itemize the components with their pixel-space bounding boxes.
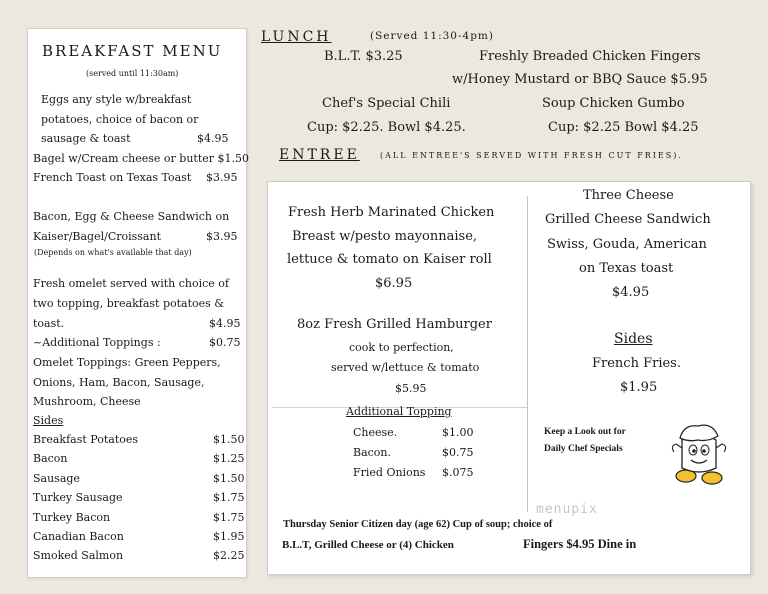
- topping-name: Cheese.: [353, 426, 398, 439]
- omelet-toppings-3: Mushroom, Cheese: [33, 395, 141, 408]
- topping-price: $.075: [442, 466, 474, 479]
- side-name: Smoked Salmon: [33, 549, 124, 562]
- entree-sides-heading: Sides: [614, 331, 653, 347]
- chef-mascot-icon: [664, 418, 734, 488]
- entree-note: (ALL ENTREE'S SERVED WITH FRESH CUT FRIES).: [380, 151, 683, 160]
- chili-item: Chef's Special Chili: [322, 96, 451, 111]
- cheese-types: Swiss, Gouda, American: [547, 237, 707, 252]
- side-name: Canadian Bacon: [33, 530, 124, 543]
- gumbo-item: Soup Chicken Gumbo: [542, 96, 685, 111]
- additional-topping-heading: Additional Topping: [346, 405, 452, 418]
- topping-name: Bacon.: [353, 446, 392, 459]
- burger-price: $5.95: [395, 382, 427, 395]
- sandwich-price: $3.95: [206, 230, 238, 243]
- omelet-toppings-1: Omelet Toppings: Green Peppers,: [33, 356, 221, 369]
- eggs-desc-1: Eggs any style w/breakfast: [41, 93, 192, 106]
- topping-price: $0.75: [442, 446, 474, 459]
- herb-chicken-desc-1: Fresh Herb Marinated Chicken: [288, 205, 495, 220]
- burger-desc-3: served w/lettuce & tomato: [331, 361, 480, 374]
- side-name: Bacon: [33, 452, 68, 465]
- cheese-bread: on Texas toast: [579, 261, 674, 276]
- senior-special-line-2b: Fingers $4.95 Dine in: [523, 537, 637, 551]
- entree-heading: ENTREE: [279, 147, 360, 163]
- sandwich-note: (Depends on what's available that day): [34, 248, 192, 257]
- fries-price: $1.95: [620, 380, 658, 395]
- watermark: menupix: [536, 502, 598, 517]
- three-cheese-title: Three Cheese: [583, 188, 674, 203]
- gumbo-prices: Cup: $2.25 Bowl $4.25: [548, 120, 699, 135]
- eggs-desc-2: potatoes, choice of bacon or: [41, 113, 199, 126]
- burger-desc-1: 8oz Fresh Grilled Hamburger: [297, 317, 492, 332]
- omelet-price: $4.95: [209, 317, 241, 330]
- grilled-cheese-price: $4.95: [612, 285, 650, 300]
- french-toast-item: French Toast on Texas Toast: [33, 171, 192, 184]
- specials-line-2: Daily Chef Specials: [544, 444, 623, 454]
- side-price: $2.25: [213, 549, 245, 562]
- blt-item: B.L.T. $3.25: [324, 49, 403, 64]
- additional-toppings-label: ~Additional Toppings :: [33, 336, 161, 349]
- senior-special-line-2a: B.L.T, Grilled Cheese or (4) Chicken: [282, 539, 454, 551]
- topping-price: $1.00: [442, 426, 474, 439]
- herb-chicken-price: $6.95: [375, 276, 413, 291]
- side-price: $1.95: [213, 530, 245, 543]
- chicken-fingers-item: Freshly Breaded Chicken Fingers: [479, 49, 701, 64]
- bagel-item: Bagel w/Cream cheese or butter $1.50: [33, 152, 250, 165]
- eggs-desc-3: sausage & toast: [41, 132, 131, 145]
- side-name: Turkey Bacon: [33, 511, 111, 524]
- side-price: $1.25: [213, 452, 245, 465]
- fries-item: French Fries.: [592, 356, 681, 371]
- omelet-desc-3: toast.: [33, 317, 65, 330]
- sandwich-desc-1: Bacon, Egg & Cheese Sandwich on: [33, 210, 230, 223]
- omelet-desc-2: two topping, breakfast potatoes &: [33, 297, 225, 310]
- herb-chicken-desc-3: lettuce & tomato on Kaiser roll: [287, 252, 492, 267]
- side-price: $1.75: [213, 491, 245, 504]
- entree-divider: [527, 196, 528, 512]
- side-price: $1.50: [213, 433, 245, 446]
- side-name: Sausage: [33, 472, 80, 485]
- eggs-price: $4.95: [197, 132, 229, 145]
- side-name: Turkey Sausage: [33, 491, 123, 504]
- breakfast-served-note: (served until 11:30am): [86, 69, 179, 78]
- breakfast-title: BREAKFAST MENU: [42, 42, 223, 60]
- herb-chicken-desc-2: Breast w/pesto mayonnaise,: [292, 229, 478, 244]
- omelet-toppings-2: Onions, Ham, Bacon, Sausage,: [33, 376, 205, 389]
- side-price: $1.50: [213, 472, 245, 485]
- chili-prices: Cup: $2.25. Bowl $4.25.: [307, 120, 466, 135]
- chicken-fingers-sauce: w/Honey Mustard or BBQ Sauce $5.95: [452, 72, 708, 87]
- topping-name: Fried Onions: [353, 466, 426, 479]
- lunch-served-note: (Served 11:30-4pm): [370, 30, 494, 42]
- breakfast-sides-heading: Sides: [33, 414, 64, 427]
- grilled-cheese-name: Grilled Cheese Sandwich: [545, 212, 711, 227]
- additional-toppings-price: $0.75: [209, 336, 241, 349]
- omelet-desc-1: Fresh omelet served with choice of: [33, 277, 229, 290]
- sandwich-desc-2: Kaiser/Bagel/Croissant: [33, 230, 161, 243]
- burger-desc-2: cook to perfection,: [349, 341, 454, 354]
- side-price: $1.75: [213, 511, 245, 524]
- senior-special-line-1: Thursday Senior Citizen day (age 62) Cup of soup; choice of: [283, 519, 553, 530]
- side-name: Breakfast Potatoes: [33, 433, 139, 446]
- specials-line-1: Keep a Look out for: [544, 427, 626, 437]
- french-toast-price: $3.95: [206, 171, 238, 184]
- lunch-heading: LUNCH: [261, 29, 332, 45]
